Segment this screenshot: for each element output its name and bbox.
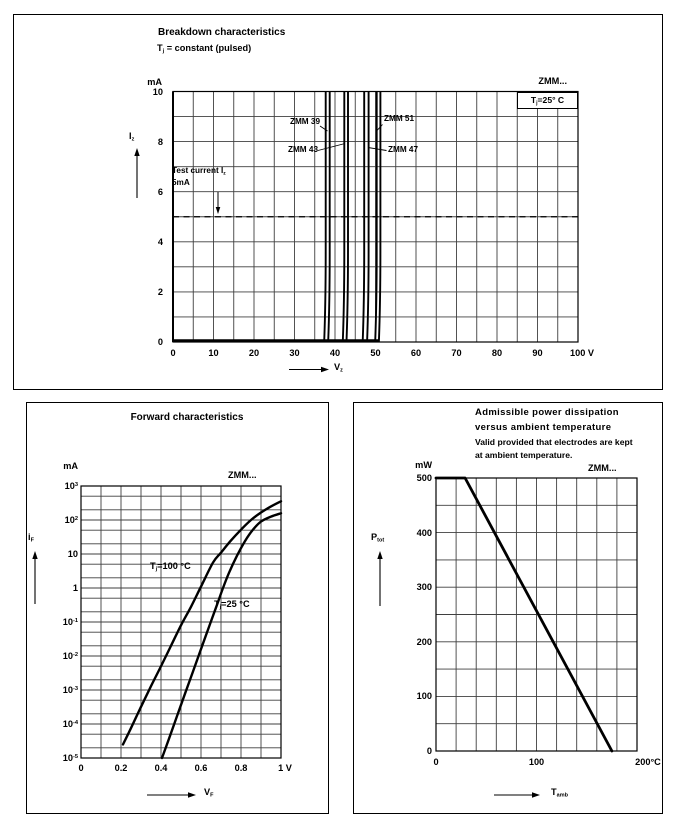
if-axis-label: $i_F$ [28, 532, 34, 544]
curve-label-zmm47: ZMM 47 [388, 145, 419, 154]
iz-axis-label: $I_z$ [129, 131, 135, 143]
forward-x-tick: 0 [78, 763, 84, 773]
curve-label-tj25: $T_j=25$ °C [214, 599, 250, 611]
power-title-line2: versus ambient temperature [475, 422, 612, 433]
breakdown-x-tick: 0 [170, 348, 176, 358]
forward-y-tick: $10^{-2}$ [62, 650, 78, 661]
power-y-unit: mW [415, 460, 432, 470]
forward-title: Forward characteristics [130, 412, 244, 423]
breakdown-y-tick: 10 [152, 86, 163, 97]
tamb-axis-label: $T_{amb}$ [551, 787, 568, 799]
breakdown-condition: $T_j$ = constant (pulsed) [157, 43, 252, 55]
breakdown-temp-badge: $T_j=25^\circ$ C [517, 92, 578, 109]
power-y-tick: 400 [416, 527, 432, 538]
forward-x-tick: 0.6 [194, 763, 208, 773]
breakdown-device-label: ZMM... [538, 76, 567, 86]
breakdown-x-tick: 40 [329, 348, 341, 358]
breakdown-x-tick: 70 [451, 348, 462, 358]
power-y-tick: 100 [416, 691, 432, 702]
ptot-axis-label: $P_{tot}$ [371, 532, 385, 544]
power-y-tick: 0 [426, 746, 432, 756]
breakdown-x-tick: 30 [289, 348, 300, 358]
breakdown-y-tick: 8 [157, 136, 163, 147]
curve-label-zmm43: ZMM 43 [287, 145, 318, 154]
forward-y-tick: $10^3$ [64, 480, 78, 491]
curve-label-tj100: $T_j=100$ °C [150, 561, 191, 573]
power-title-line1: Admissible power dissipation [475, 407, 619, 418]
curve-label-zmm39: ZMM 39 [289, 117, 320, 126]
power-x-tick: 200°C [635, 757, 661, 767]
forward-y-tick: $10^{-1}$ [62, 616, 78, 627]
forward-y-tick: $10^2$ [64, 514, 78, 525]
curve-label-zmm51: ZMM 51 [384, 114, 415, 123]
power-note-line1: Valid provided that electrodes are kept [475, 437, 633, 447]
forward-x-tick: 0.2 [114, 763, 128, 773]
test-current-note-line1: Test current $I_z$ [172, 166, 226, 177]
forward-x-tick: 0.8 [234, 763, 248, 773]
forward-y-tick: $10^{-3}$ [62, 684, 78, 695]
breakdown-y-tick: 6 [157, 186, 163, 197]
breakdown-y-tick: 2 [157, 286, 163, 297]
power-y-tick: 200 [416, 636, 432, 647]
breakdown-x-tick: 100 V [569, 348, 594, 358]
forward-x-tick: 0.4 [154, 763, 168, 773]
forward-y-tick: 1 [72, 582, 78, 593]
forward-device-label: ZMM... [228, 470, 257, 480]
breakdown-y-tick: 0 [157, 337, 163, 347]
vz-axis-label: $V_z$ [334, 362, 343, 374]
breakdown-x-tick: 10 [208, 348, 219, 358]
power-x-tick: 0 [433, 757, 439, 767]
breakdown-y-unit: mA [147, 77, 162, 87]
forward-y-tick: 10 [67, 548, 78, 559]
breakdown-x-tick: 50 [370, 348, 381, 358]
forward-y-tick: $10^{-4}$ [62, 718, 78, 729]
test-current-note-line2: 5mA [172, 178, 190, 187]
breakdown-x-tick: 90 [532, 348, 543, 358]
breakdown-title: Breakdown characteristics [158, 27, 286, 38]
vf-axis-label: $V_F$ [204, 787, 214, 799]
power-note-line2: at ambient temperature. [475, 450, 573, 460]
forward-y-unit: mA [63, 461, 78, 471]
breakdown-x-tick: 80 [491, 348, 503, 358]
power-x-tick: 100 [528, 757, 545, 767]
forward-y-tick: $10^{-5}$ [62, 752, 78, 763]
power-y-tick: 300 [416, 582, 432, 593]
breakdown-x-tick: 60 [410, 348, 422, 358]
breakdown-y-tick: 4 [157, 236, 163, 247]
power-device-label: ZMM... [588, 463, 617, 473]
breakdown-x-tick: 20 [248, 348, 260, 358]
power-y-tick: 500 [416, 473, 432, 483]
forward-x-tick: 1 V [278, 763, 292, 773]
